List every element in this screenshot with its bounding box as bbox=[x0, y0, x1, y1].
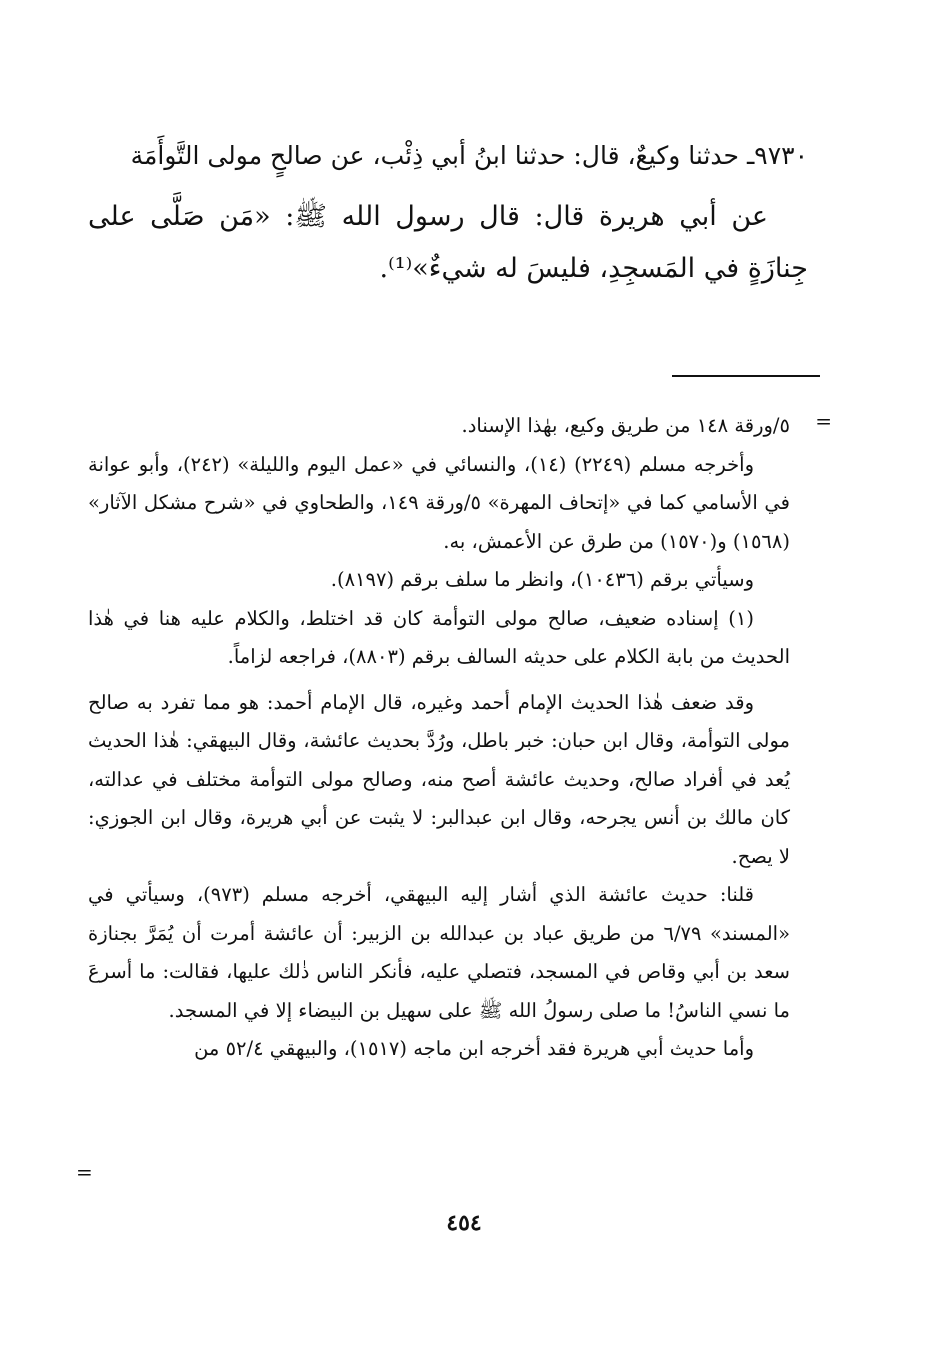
hadith-text bbox=[88, 133, 808, 295]
page-number: ٤٥٤ bbox=[446, 1210, 482, 1236]
footnote-paragraph: وأما حديث أبي هريرة فقد أخرجه ابن ماجه (١٥١٧)، والبيهقي ٥٢/٤ من bbox=[194, 1037, 754, 1060]
footnote-paragraph: قلنا: حديث عائشة الذي أشار إليه البيهقي، أخرجه مسلم (٩٧٣)، وسيأتي في «المسند» ٦/٧٩ من طريق عباد بن عبدالله بن الزبير: أن عائشة أمرت أن يُمَرَّ بجنازة سعد بن أبي وقاص في المسجد، فتصلي عليه، فأنكر الناس ذٰلك عليها، فقالت: ما أسرعَ ما نسي الناسُ! ما صلى رسولُ الله ﷺ على سهيل بن البيضاء إلا في المسجد. bbox=[88, 883, 790, 1022]
footnote-paragraph: وسيأتي برقم (١٠٤٣٦)، وانظر ما سلف برقم (٨١٩٧). bbox=[330, 568, 754, 591]
footnote-paragraph: ٥/ورقة ١٤٨ من طريق وكيع، بهٰذا الإسناد. bbox=[461, 414, 790, 437]
hadith-chain: ٩٧٣٠ـ حدثنا وكيعٌ، قال: حدثنا ابنُ أبي ذِئْب، عن صالحٍ مولى التَّوأَمَة bbox=[130, 141, 808, 170]
continuation-mark: = bbox=[815, 409, 832, 433]
footnotes bbox=[88, 407, 790, 1069]
footnote-paragraph: وقد ضعف هٰذا الحديث الإمام أحمد وغيره، قال الإمام أحمد: هو مما تفرد به صالح مولى التوأمة، وقال ابن حبان: خبر باطل، ورُدَّ بحديث عائشة، وقال البيهقي: هٰذا الحديث يُعد في أفراد صالح، وحديث عائشة أصح منه، وصالح مولى التوأمة مختلف في عدالته، كان مالك بن أنس يجرحه، وقال ابن عبدالبر: لا يثبت عن أبي هريرة، وقال ابن الجوزي: لا يصح. bbox=[88, 690, 790, 868]
footnote-separator bbox=[672, 375, 820, 377]
hadith-body: عن أبي هريرة قال: قال رسول الله ﷺ: «مَن صَلَّى على جِنازَةٍ في المَسجِدِ، فليسَ له شيءٌ»⁽¹⁾. bbox=[88, 201, 808, 284]
continuation-mark-end: = bbox=[76, 1160, 93, 1184]
footnote-paragraph: (١) إسناده ضعيف، صالح مولى التوأمة كان قد اختلط، والكلام عليه هنا في هٰذا الحديث من بابة الكلام على حديثه السالف برقم (٨٨٠٣)، فراجعه لزاماً. bbox=[88, 606, 790, 668]
footnote-paragraph: وأخرجه مسلم (٢٢٤٩) (١٤)، والنسائي في «عمل اليوم والليلة» (٢٤٢)، وأبو عوانة في الأسامي كما في «إتحاف المهرة» ٥/ورقة ١٤٩، والطحاوي في «شرح مشكل الآثار» (١٥٦٨) و(١٥٧٠) من طرق عن الأعمش، به. bbox=[88, 452, 790, 553]
